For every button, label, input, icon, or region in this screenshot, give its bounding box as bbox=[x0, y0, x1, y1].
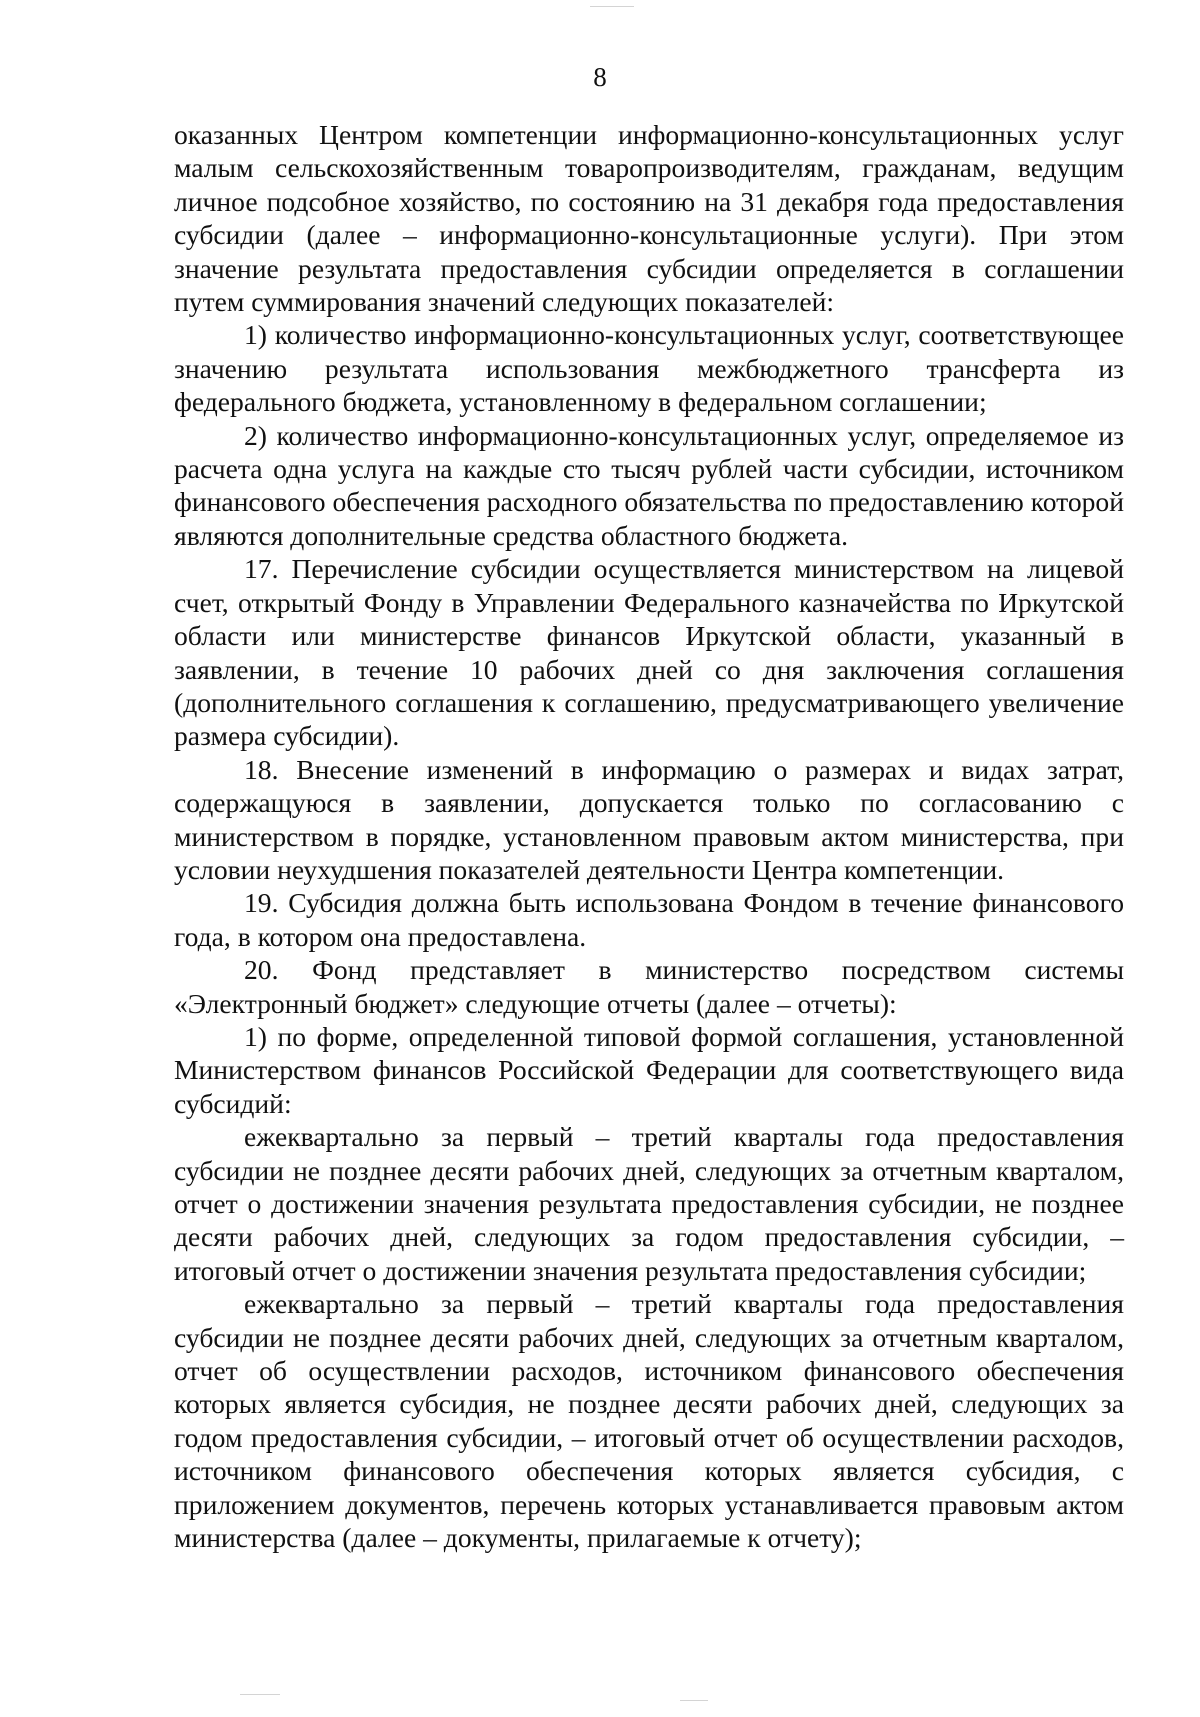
paragraph: 20. Фонд представляет в министерство посредством системы «Электронный бюджет» следующие отчеты (далее – отчеты): bbox=[174, 954, 1124, 1019]
page-number: 8 bbox=[593, 62, 607, 92]
paragraph: ежеквартально за первый – третий кварталы года предоставления субсидии не позднее десяти рабочих дней, следующих за отчетным кварталом, отчет о достижении значения результата предоставления субсидии, не позднее десяти рабочих дней, следующих за годом предоставления субсидии, – итоговый отчет о достижении значения результата предоставления субсидии; bbox=[174, 1121, 1124, 1286]
scan-artifact bbox=[680, 1700, 708, 1701]
paragraph: 1) количество информационно-консультационных услуг, соответствующее значению результата использования межбюджетного трансферта из федерального бюджета, установленному в федеральном соглашении; bbox=[174, 319, 1124, 418]
paragraph: оказанных Центром компетенции информационно-консультационных услуг малым сельскохозяйственным товаропроизводителям, гражданам, ведущим личное подсобное хозяйство, по состоянию на 31 декабря года предоставления субсидии (далее – информационно-консультационные услуги). При этом значение результата предоставления субсидии определяется в соглашении путем суммирования значений следующих показателей: bbox=[174, 119, 1124, 318]
paragraph: ежеквартально за первый – третий кварталы года предоставления субсидии не позднее десяти рабочих дней, следующих за отчетным кварталом, отчет об осуществлении расходов, источником финансового обеспечения которых является субсидия, не позднее десяти рабочих дней, следующих за годом предоставления субсидии, – итоговый отчет об осуществлении расходов, источником финансового обеспечения которых является субсидия, с приложением документов, перечень которых устанавливается правовым актом министерства (далее – документы, прилагаемые к отчету); bbox=[174, 1288, 1124, 1554]
scan-artifact bbox=[240, 1694, 280, 1695]
scan-artifact bbox=[590, 6, 634, 7]
paragraph: 18. Внесение изменений в информацию о размерах и видах затрат, содержащуюся в заявлении, допускается только по согласованию с министерством в порядке, установленном правовым актом министерства, при условии неухудшения показателей деятельности Центра компетенции. bbox=[174, 753, 1124, 885]
paragraph: 1) по форме, определенной типовой формой соглашения, установленной Министерством финансов Российской Федерации для соответствующего вида субсидий: bbox=[174, 1020, 1124, 1119]
paragraph: 19. Субсидия должна быть использована Фондом в течение финансового года, в котором она предоставлена. bbox=[174, 887, 1124, 952]
document-body bbox=[174, 118, 1124, 1554]
paragraph: 2) количество информационно-консультационных услуг, определяемое из расчета одна услуга на каждые сто тысяч рублей части субсидии, источником финансового обеспечения расходного обязательства по предоставлению которой являются дополнительные средства областного бюджета. bbox=[174, 419, 1124, 551]
paragraph: 17. Перечисление субсидии осуществляется министерством на лицевой счет, открытый Фонду в Управлении Федерального казначейства по Иркутской области или министерстве финансов Иркутской области, указанный в заявлении, в течение 10 рабочих дней со дня заключения соглашения (дополнительного соглашения к соглашению, предусматривающего увеличение размера субсидии). bbox=[174, 553, 1124, 752]
